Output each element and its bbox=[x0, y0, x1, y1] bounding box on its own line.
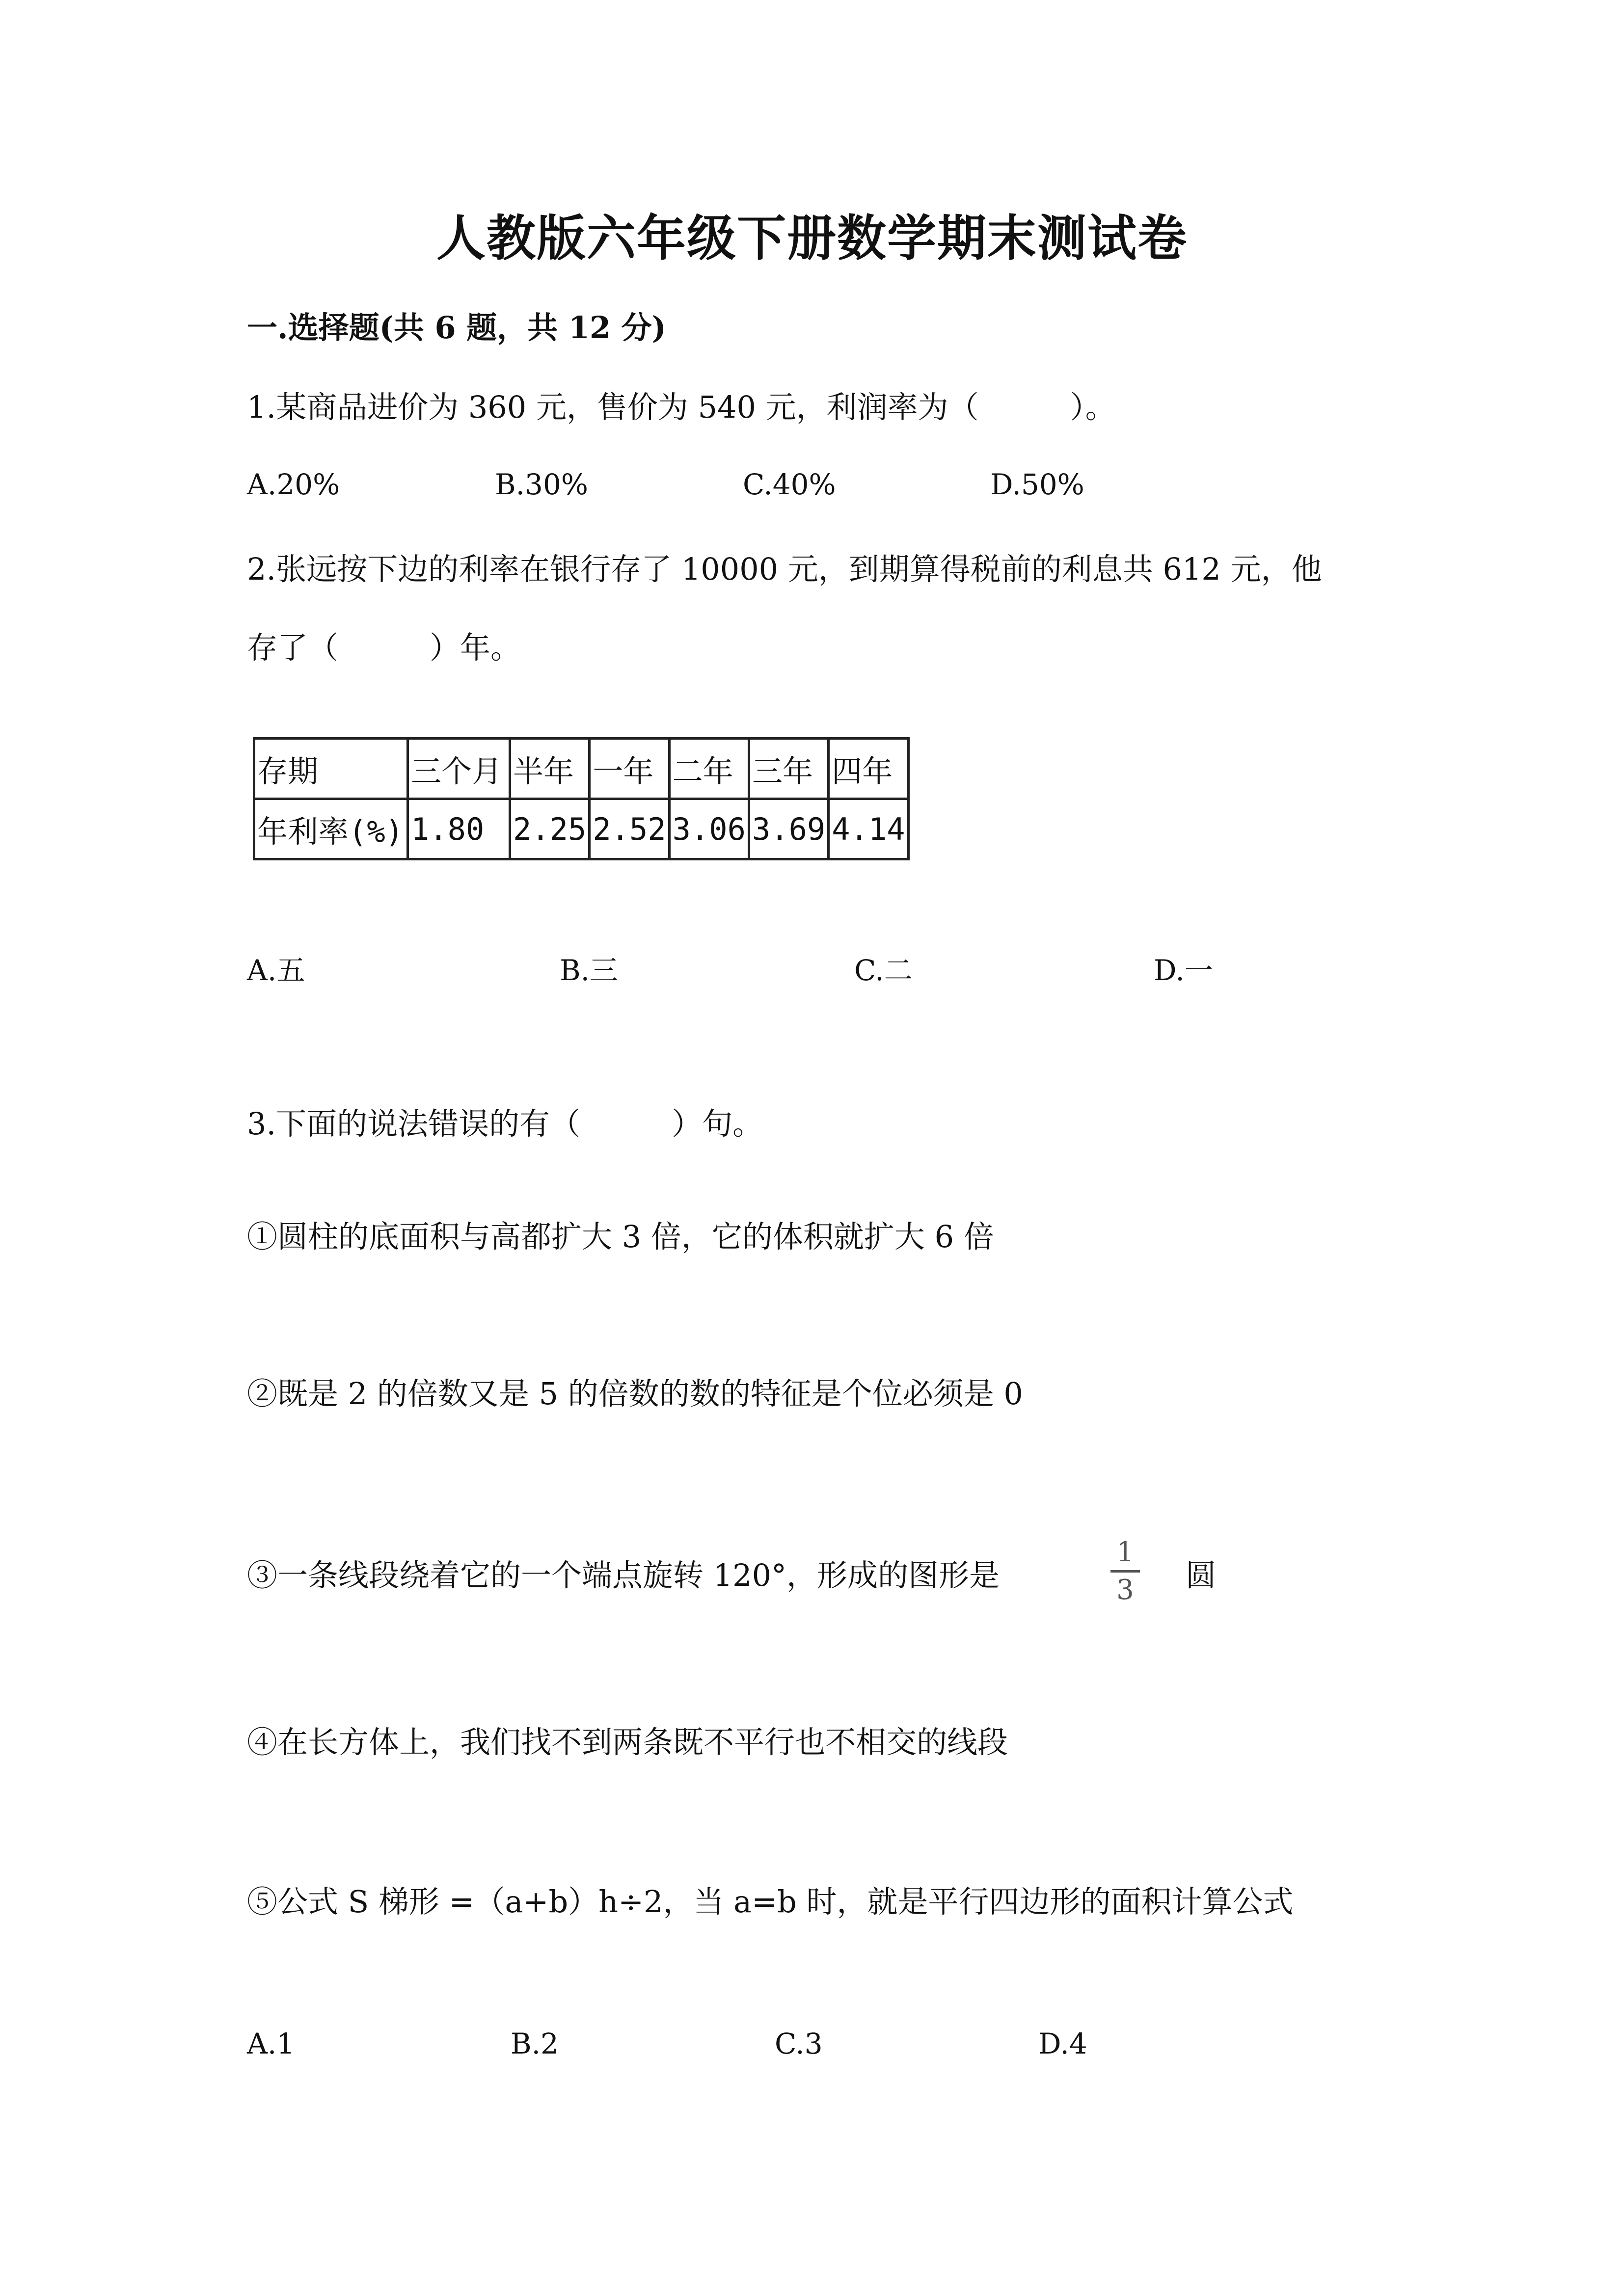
table-cell: 三个月 bbox=[408, 739, 510, 799]
fraction-denominator: 3 bbox=[1116, 1574, 1134, 1606]
table-cell: 年利率(%) bbox=[254, 799, 408, 859]
question-2-option-a[interactable]: A.五 bbox=[247, 954, 305, 987]
table-cell: 2.52 bbox=[590, 799, 669, 859]
question-3-option-d[interactable]: D.4 bbox=[1038, 2027, 1087, 2060]
table-cell: 二年 bbox=[669, 739, 749, 799]
table-cell: 4.14 bbox=[829, 799, 908, 859]
question-1-option-d[interactable]: D.50% bbox=[990, 468, 1084, 501]
fraction-numerator: 1 bbox=[1116, 1536, 1134, 1568]
table-row bbox=[254, 739, 909, 799]
question-2-option-b[interactable]: B.三 bbox=[560, 954, 619, 987]
question-3-option-b[interactable]: B.2 bbox=[511, 2027, 559, 2060]
page-title: 人教版六年级下册数学期末测试卷 bbox=[436, 209, 1188, 267]
question-2-option-d[interactable]: D.一 bbox=[1154, 954, 1213, 987]
question-3-statement-2: ②既是 2 的倍数又是 5 的倍数的数的特征是个位必须是 0 bbox=[247, 1376, 1023, 1412]
table-row bbox=[254, 799, 909, 859]
question-3-statement-1: ①圆柱的底面积与高都扩大 3 倍，它的体积就扩大 6 倍 bbox=[247, 1219, 994, 1255]
question-2-stem-line1: 2.张远按下边的利率在银行存了 10000 元，到期算得税前的利息共 612 元，他 bbox=[247, 551, 1322, 587]
question-1-option-c[interactable]: C.40% bbox=[743, 468, 836, 501]
question-1-stem: 1.某商品进价为 360 元，售价为 540 元，利润率为（ ）。 bbox=[247, 389, 1116, 425]
question-3-stem: 3.下面的说法错误的有（ ）句。 bbox=[247, 1106, 763, 1142]
table-cell: 3.69 bbox=[749, 799, 828, 859]
question-3-statement-3-suffix: 圆 bbox=[1186, 1557, 1217, 1593]
table-cell: 3.06 bbox=[669, 799, 749, 859]
question-3-option-a[interactable]: A.1 bbox=[247, 2027, 295, 2060]
question-1-option-b[interactable]: B.30% bbox=[495, 468, 588, 501]
question-3-statement-5: ⑤公式 S 梯形 =（a+b）h÷2，当 a=b 时，就是平行四边形的面积计算公式 bbox=[247, 1884, 1294, 1920]
table-cell: 存期 bbox=[254, 739, 408, 799]
table-cell: 四年 bbox=[829, 739, 908, 799]
section-heading: 一.选择题(共 6 题，共 12 分) bbox=[247, 310, 667, 346]
fraction-bar bbox=[1110, 1570, 1140, 1573]
question-1-option-a[interactable]: A.20% bbox=[247, 468, 340, 501]
question-3-statement-4: ④在长方体上，我们找不到两条既不平行也不相交的线段 bbox=[247, 1724, 1008, 1760]
interest-rate-table bbox=[253, 737, 910, 860]
table-cell: 2.25 bbox=[510, 799, 590, 859]
table-cell: 一年 bbox=[590, 739, 669, 799]
table-cell: 1.80 bbox=[408, 799, 510, 859]
question-2-option-c[interactable]: C.二 bbox=[854, 954, 913, 987]
fraction-one-third bbox=[1110, 1536, 1140, 1606]
table-cell: 三年 bbox=[749, 739, 828, 799]
question-2-stem-line2: 存了（ ）年。 bbox=[247, 630, 521, 666]
question-3-statement-3: ③一条线段绕着它的一个端点旋转 120°，形成的图形是 bbox=[247, 1557, 1000, 1593]
question-3-option-c[interactable]: C.3 bbox=[775, 2027, 823, 2060]
table-cell: 半年 bbox=[510, 739, 590, 799]
